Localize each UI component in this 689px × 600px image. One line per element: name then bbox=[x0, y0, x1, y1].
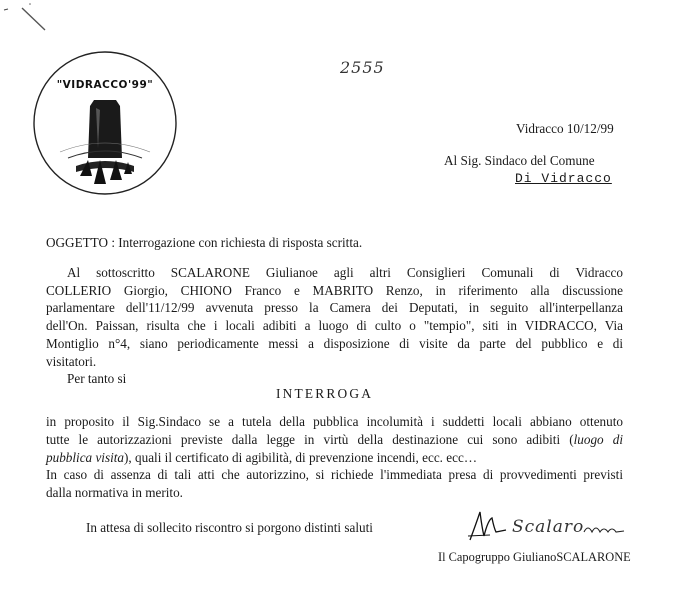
request-line-5: dalla normativa in merito. bbox=[46, 485, 183, 500]
body-line-2: COLLERIO Giorgio, CHIONO Franco e MABRITO Renzo, in riferimento alla discussione bbox=[46, 283, 623, 298]
body-line-3: parlamentare dell'11/12/99 avvenuta presso la Camera dei Deputati, in seguito all'interpellanza bbox=[46, 300, 623, 315]
logo-text: "VIDRACCO'99" bbox=[56, 79, 154, 91]
signature-script: Scalaro bbox=[512, 517, 585, 537]
interroga-heading: INTERROGA bbox=[276, 386, 374, 401]
recipient-line-1: Al Sig. Sindaco del Comune bbox=[444, 153, 595, 168]
request-line-4: In caso di assenza di tali atti che autorizzino, si richiede l'immediata presa di provvedimenti previsti bbox=[46, 467, 623, 482]
letter-date: Vidracco 10/12/99 bbox=[516, 121, 614, 136]
body-line-6: visitatori. bbox=[46, 354, 97, 369]
body-line-1: Al sottoscritto SCALARONE Giulianoe agli altri Consiglieri Comunali di Vidracco bbox=[67, 265, 623, 280]
body-line-5: Montiglio n°4, siano periodicamente messi a disposizione di visite da parte del pubblico e di bbox=[46, 336, 623, 351]
body-line-4: dell'On. Paissan, risulta che i locali adibiti a luogo di culto o "tempio", siti in VIDRACCO, Via bbox=[46, 318, 623, 333]
recipient-line-2: Di Vidracco bbox=[515, 171, 612, 186]
scan-specks bbox=[0, 0, 60, 50]
request-line-1: in proposito il Sig.Sindaco se a tutela della pubblica incolumità i suddetti locali abbiano ottenuto bbox=[46, 414, 623, 429]
pertanto-line: Per tanto si bbox=[67, 371, 127, 386]
signature-scribble bbox=[466, 506, 510, 546]
subject-line: OGGETTO : Interrogazione con richiesta di risposta scritta. bbox=[46, 235, 363, 250]
request-line-2: tutte le autorizzazioni previste dalla legge in virtù della destinazione cui sono adibiti (luogo di bbox=[46, 432, 623, 447]
vidracco-logo-seal bbox=[30, 48, 180, 198]
stone-monument-icon bbox=[60, 100, 150, 184]
signature-tail bbox=[582, 522, 626, 538]
signature-caption: Il Capogruppo GiulianoSCALARONE bbox=[438, 550, 631, 564]
protocol-number: 2555 bbox=[340, 58, 385, 77]
closing-line: In attesa di sollecito riscontro si porgono distinti saluti bbox=[86, 520, 373, 535]
request-line-3: pubblica visita), quali il certificato di agibilità, di prevenzione incendi, ecc. ecc… bbox=[46, 450, 478, 465]
